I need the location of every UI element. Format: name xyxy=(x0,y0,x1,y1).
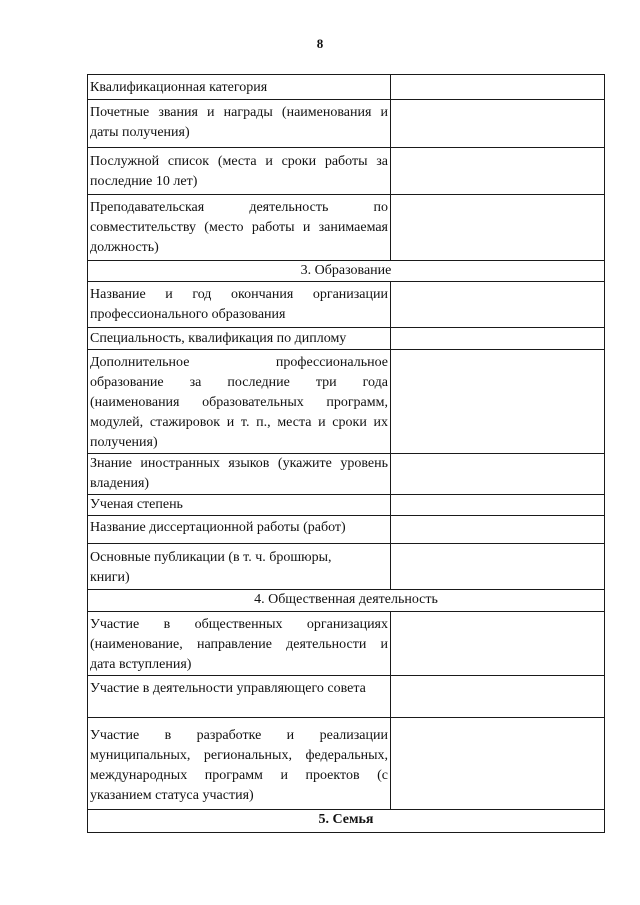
table-row xyxy=(88,495,605,516)
field-additional-education[interactable] xyxy=(391,350,605,454)
questionnaire-table xyxy=(87,74,605,833)
table-row xyxy=(88,612,605,676)
row-label-publications: Основные публикации (в т. ч. брошюры, книги) xyxy=(88,544,391,590)
section-title: 3. Образование xyxy=(88,261,605,282)
row-label-qualification-category: Квалификационная категория xyxy=(88,75,391,100)
row-label-additional-education: Дополнительное профессиональное образование за последние три года (наименования образовательных программ, модулей, стажировок и т. п., места и сроки их получения) xyxy=(88,350,391,454)
table-row xyxy=(88,718,605,810)
section-title: 4. Общественная деятельность xyxy=(88,590,605,612)
row-label-part-time-teaching: Преподавательская деятельность по совместительству (место работы и занимаемая должность) xyxy=(88,195,391,261)
table-row xyxy=(88,516,605,544)
field-part-time-teaching[interactable] xyxy=(391,195,605,261)
row-label-service-record: Послужной список (места и сроки работы за последние 10 лет) xyxy=(88,148,391,195)
row-label-academic-degree: Ученая степень xyxy=(88,495,391,516)
section-header-social-activity xyxy=(88,590,605,612)
section-title: 5. Семья xyxy=(88,810,605,833)
field-governing-council[interactable] xyxy=(391,676,605,718)
table-row xyxy=(88,544,605,590)
row-label-honorary-titles: Почетные звания и награды (наименования и даты получения) xyxy=(88,100,391,148)
table-row xyxy=(88,676,605,718)
row-label-governing-council: Участие в деятельности управляющего совета xyxy=(88,676,391,718)
field-publications[interactable] xyxy=(391,544,605,590)
table-row xyxy=(88,282,605,328)
section-header-education xyxy=(88,261,605,282)
table-row xyxy=(88,100,605,148)
field-honorary-titles[interactable] xyxy=(391,100,605,148)
field-qualification-category[interactable] xyxy=(391,75,605,100)
field-public-organizations[interactable] xyxy=(391,612,605,676)
table-row xyxy=(88,195,605,261)
page-number: 8 xyxy=(316,36,324,51)
table-row xyxy=(88,75,605,100)
row-label-specialty: Специальность, квалификация по диплому xyxy=(88,328,391,350)
table-row xyxy=(88,350,605,454)
row-label-dissertation: Название диссертационной работы (работ) xyxy=(88,516,391,544)
row-label-languages: Знание иностранных языков (укажите уровень владения) xyxy=(88,454,391,495)
table-row xyxy=(88,454,605,495)
field-languages[interactable] xyxy=(391,454,605,495)
row-label-programs-participation: Участие в разработке и реализации муниципальных, региональных, федеральных, международных программ и проектов (с указанием статуса участия) xyxy=(88,718,391,810)
field-service-record[interactable] xyxy=(391,148,605,195)
row-label-graduation: Название и год окончания организации профессионального образования xyxy=(88,282,391,328)
table-row xyxy=(88,148,605,195)
row-label-public-organizations: Участие в общественных организациях (наименование, направление деятельности и дата вступления) xyxy=(88,612,391,676)
field-graduation[interactable] xyxy=(391,282,605,328)
section-header-family xyxy=(88,810,605,833)
field-academic-degree[interactable] xyxy=(391,495,605,516)
field-specialty[interactable] xyxy=(391,328,605,350)
field-programs-participation[interactable] xyxy=(391,718,605,810)
table-row xyxy=(88,328,605,350)
field-dissertation[interactable] xyxy=(391,516,605,544)
